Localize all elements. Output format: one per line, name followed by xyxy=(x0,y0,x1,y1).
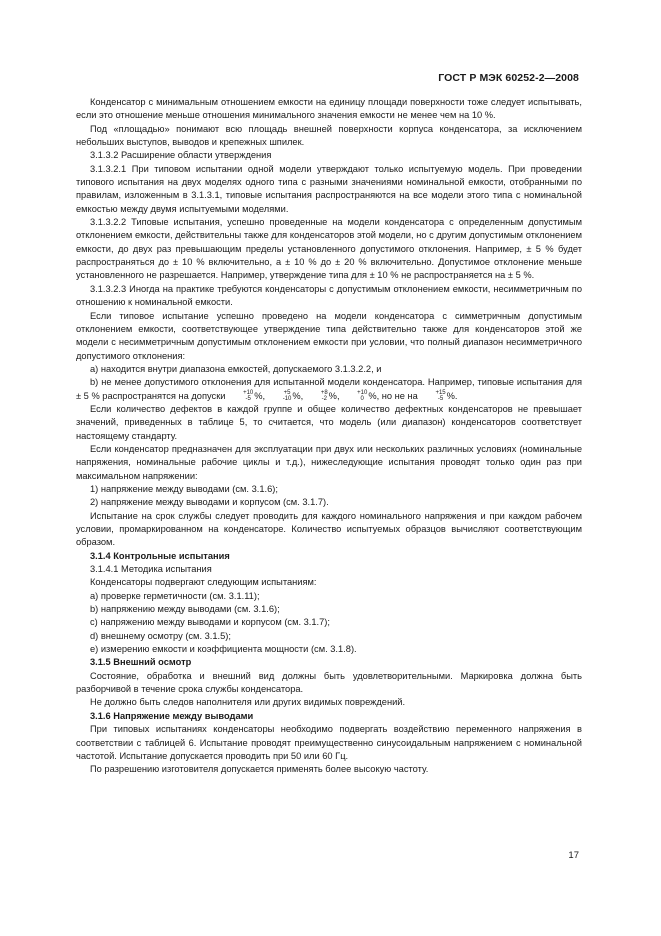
list-item: d) внешнему осмотру (см. 3.1.5); xyxy=(90,630,231,641)
tolerance-fraction: +5 -10 xyxy=(282,390,292,403)
subsection-heading: 3.1.4.1 Методика испытания xyxy=(90,564,212,575)
paragraph: При типовых испытаниях конденсаторы необходимо подвергать воздействию переменного напряжения в соответствии с таблицей 6. Испытание проводят преимущественно синусоидальным напряжением с номинальной частотой. Испытание допускается проводить при 50 или 60 Гц. xyxy=(76,724,582,761)
tolerance-unit: %, xyxy=(254,390,266,401)
tolerance-fraction: +10 0 xyxy=(357,390,368,403)
section-heading: 3.1.5 Внешний осмотр xyxy=(90,657,192,668)
list-item: e) измерению емкости и коэффициента мощности (см. 3.1.8). xyxy=(90,644,357,655)
paragraph: По разрешению изготовителя допускается применять более высокую частоту. xyxy=(90,764,429,775)
paragraph: 3.1.3.2.1 При типовом испытании одной модели утверждают только испытуемую модель. При проведении типового испытания на двух моделях одного типа с разными значениями номинальной емкости, отобранными по правилам, изложенным в 3.1.3.1, типовые испытания распространяются на все модели этого типа с номинальной емкостью между двумя испытуемыми моделями. xyxy=(76,163,582,214)
list-item-tolerances xyxy=(76,376,582,403)
section-heading: 3.1.3.2 Расширение области утверждения xyxy=(90,150,272,161)
list-item: a) проверке герметичности (см. 3.1.11); xyxy=(90,590,260,601)
tolerance-unit: %, xyxy=(368,390,380,401)
section-heading: 3.1.4 Контрольные испытания xyxy=(90,550,230,561)
page-number: 17 xyxy=(568,850,579,861)
paragraph: Испытание на срок службы следует проводить для каждого номинального напряжения и при каждом рабочем условии, промаркированном на конденсаторе. Количество испытуемых образцов вычисляют соответствующим образом. xyxy=(76,510,582,548)
list-item-text: b) не менее допустимого отклонения для испытанной модели конденсатора. Например, типовые испытания для ± 5 % распространятся на допуски xyxy=(76,377,582,401)
tolerance-fraction: +8 -2 xyxy=(320,390,328,403)
tolerance-unit: %, xyxy=(328,390,340,401)
tolerance-negation: но не на xyxy=(381,390,418,401)
paragraph: Не должно быть следов наполнителя или других видимых повреждений. xyxy=(90,697,406,708)
paragraph: Конденсатор с минимальным отношением емкости на единицу площади поверхности тоже следует испытывать, если это отношение меньше отношения минимального значения емкости не менее чем на 10 %. xyxy=(76,97,582,121)
tolerance-unit: %, xyxy=(292,390,304,401)
tolerance-fraction: +15 -5 xyxy=(435,390,446,403)
list-item: 2) напряжение между выводами и корпусом (см. 3.1.7). xyxy=(90,497,329,508)
tolerance-fraction: +10 -5 xyxy=(243,390,254,403)
tolerance-unit: %. xyxy=(446,390,458,401)
list-item: c) напряжению между выводами и корпусом (см. 3.1.7); xyxy=(90,617,330,628)
paragraph: Если количество дефектов в каждой группе и общее количество дефектных конденсаторов не превышает значений, приведенных в таблице 5, то считается, что модель (или диапазон) конденсаторов соответствует настоящему стандарту. xyxy=(76,403,582,441)
paragraph: Конденсаторы подвергают следующим испытаниям: xyxy=(90,577,317,588)
paragraph: 3.1.3.2.3 Иногда на практике требуются конденсаторы с допустимым отклонением емкости, несимметричным по отношению к номинальной емкости. xyxy=(76,283,582,308)
paragraph: Если типовое испытание успешно проведено на модели конденсатора с симметричным допустимым отклонением емкости, соответствующее утверждение типа действительно также для конденсаторов этой же модели с несимметричным допустимым отклонением емкости при условии, что полный диапазон несимметричного допустимого отклонения: xyxy=(76,310,582,361)
document-body xyxy=(76,96,582,777)
document-header: ГОСТ Р МЭК 60252-2—2008 xyxy=(438,72,579,84)
list-item: 1) напряжение между выводами (см. 3.1.6); xyxy=(90,483,278,494)
paragraph: Если конденсатор предназначен для эксплуатации при двух или нескольких различных условиях (номинальные напряжения, номинальные рабочие циклы и т.д.), нижеследующие испытания проводят только один раз при максимальном напряжении: xyxy=(76,443,582,481)
paragraph: Под «площадью» понимают всю площадь внешней поверхности корпуса конденсатора, за исключением небольших выступов, выводов и крепежных шпилек. xyxy=(76,123,582,148)
paragraph: 3.1.3.2.2 Типовые испытания, успешно проведенные на модели конденсатора с определенным допустимым отклонением емкости, действительны также для конденсаторов этой модели, но с другим допустимым отклонением емкости, до двух раз превышающим пределы установленного допустимого отклонения. Например, ± 5 % будет распространяться до ± 10 % включительно, а ± 10 % до ± 20 % включительно. Допустимое отклонение меньше установленного не разрешается. Например, утверждение типа для ± 10 % не распространяется на ± 5 %. xyxy=(76,217,582,281)
list-item: a) находится внутри диапазона емкостей, допускаемого 3.1.3.2.2, и xyxy=(90,363,382,374)
list-item: b) напряжению между выводами (см. 3.1.6); xyxy=(90,604,280,615)
section-heading: 3.1.6 Напряжение между выводами xyxy=(90,710,254,721)
paragraph: Состояние, обработка и внешний вид должны быть удовлетворительными. Маркировка должна быть разборчивой в течение срока службы конденсатора. xyxy=(76,670,582,695)
